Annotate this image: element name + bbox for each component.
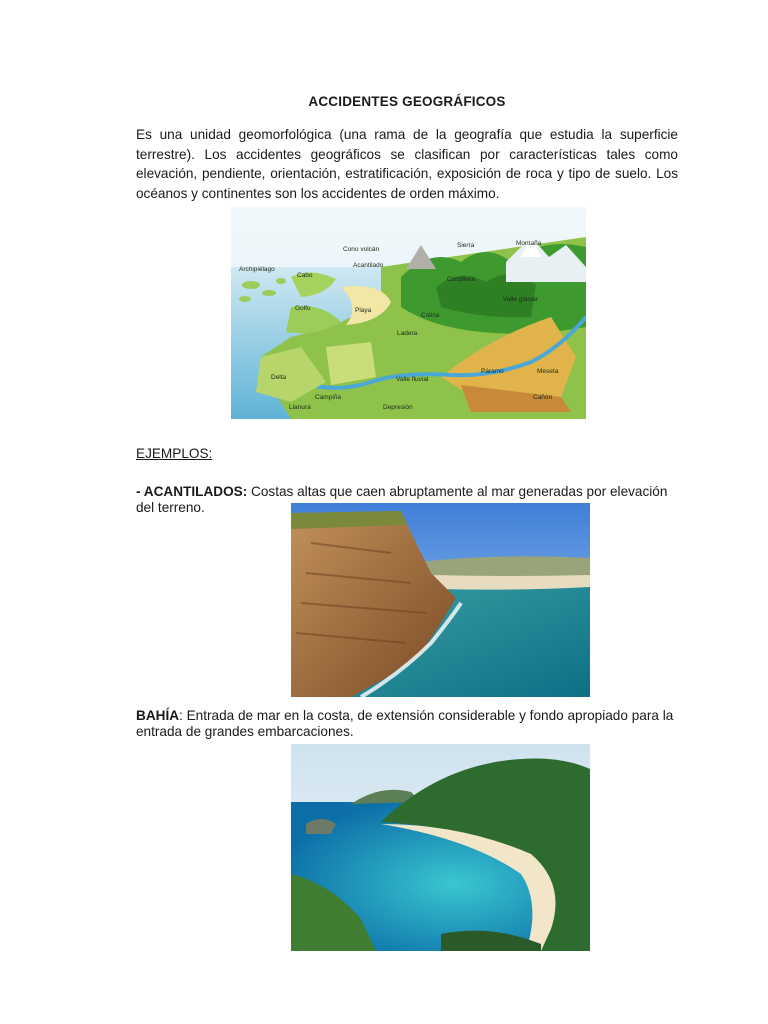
label-montana: Montaña xyxy=(516,240,542,247)
label-cabo: Cabo xyxy=(297,272,313,279)
label-acantilado: Acantilado xyxy=(353,262,384,269)
example-bahia xyxy=(136,708,678,740)
label-valle-fluvial: Valle fluvial xyxy=(396,376,429,383)
example-bahia-term: BAHÍA xyxy=(136,708,180,723)
label-depresion: Depresión xyxy=(383,404,413,411)
bay-image xyxy=(291,744,590,951)
label-delta: Delta xyxy=(271,374,287,381)
label-paramo: Páramo xyxy=(481,368,504,375)
example-bahia-definition: : Entrada de mar en la costa, de extensión considerable y fondo apropiado para la entrada de grandes embarcaciones. xyxy=(136,708,674,739)
example-acantilados-definition: Costas altas que caen abruptamente al mar generadas por elevación del terreno. xyxy=(136,484,668,515)
cliff-image xyxy=(291,503,590,697)
bay-photo xyxy=(291,744,590,951)
label-cordillera: Cordillera xyxy=(447,276,475,283)
label-golfo: Golfo xyxy=(295,305,311,312)
label-valle-glaciar: Valle glaciar xyxy=(503,296,538,303)
label-cono-volcan: Cono volcán xyxy=(343,246,380,253)
landforms-illustration xyxy=(231,207,586,419)
label-canon: Cañón xyxy=(533,394,553,401)
label-ladera: Ladera xyxy=(397,330,418,337)
example-acantilados-term: - ACANTILADOS: xyxy=(136,484,248,499)
label-colina: Colina xyxy=(421,312,440,319)
label-playa: Playa xyxy=(355,307,372,314)
cliff-photo xyxy=(291,503,590,697)
label-meseta: Meseta xyxy=(537,368,559,375)
label-archipielago: Archipiélago xyxy=(239,266,275,273)
label-campina: Campiña xyxy=(315,394,342,401)
examples-heading: EJEMPLOS: xyxy=(136,446,213,461)
landforms-diagram xyxy=(231,207,586,419)
label-sierra: Sierra xyxy=(457,242,475,249)
intro-paragraph: Es una unidad geomorfológica (una rama de la geografía que estudia la superficie terrestre). Los accidentes geográficos se clasifican por características tales como elevación, pendiente, orientación, estratificación, exposición de roca y tipo de suelo. Los océanos y continentes son los accidentes de orden máximo. xyxy=(136,127,678,201)
document-title: ACCIDENTES GEOGRÁFICOS xyxy=(308,94,506,109)
label-llanura: Llanura xyxy=(289,404,311,411)
